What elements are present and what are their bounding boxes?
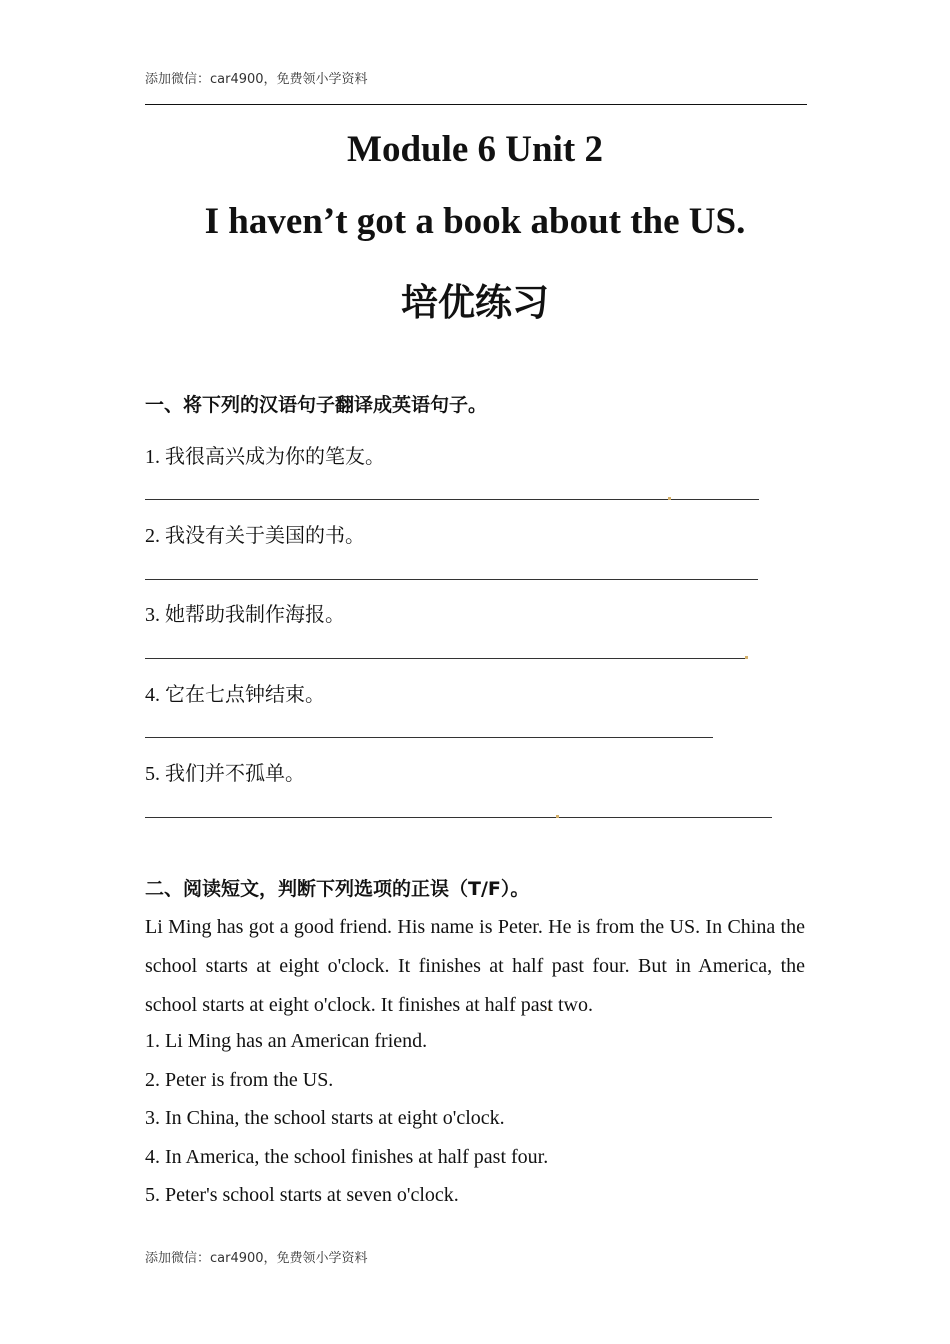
tf-item-2: 2. Peter is from the US. <box>145 1069 334 1091</box>
section1-heading: 一、将下列的汉语句子翻译成英语句子。 <box>145 394 488 416</box>
section2-heading: 二、阅读短文，判断下列选项的正误（T/F）。 <box>145 878 530 900</box>
footer-note: 添加微信：car4900，免费领小学资料 <box>145 1251 368 1266</box>
title-practice: 培优练习 <box>401 281 549 324</box>
decorative-dot <box>745 656 748 659</box>
decorative-dot <box>668 497 671 500</box>
answer-line-2[interactable] <box>145 579 758 580</box>
tf-item-3: 3. In China, the school starts at eight o'clock. <box>145 1107 505 1129</box>
title-lesson: I haven’t got a book about the US. <box>204 201 746 242</box>
header-rule <box>145 104 807 105</box>
answer-line-1[interactable] <box>145 499 759 500</box>
decorative-dot <box>556 815 559 818</box>
answer-line-3[interactable] <box>145 658 746 659</box>
answer-line-4[interactable] <box>145 737 713 738</box>
tf-item-5: 5. Peter's school starts at seven o'clock. <box>145 1184 459 1206</box>
title-module: Module 6 Unit 2 <box>347 129 603 170</box>
translate-question-4: 4. 它在七点钟结束。 <box>145 684 325 706</box>
translate-question-5: 5. 我们并不孤单。 <box>145 763 305 785</box>
reading-passage: Li Ming has got a good friend. His name is Peter. He is from the US. In China the school starts at eight o'clock. It finishes at half past four. But in America, the school starts at eight o'clock. It finishes at half past two. <box>145 916 805 1016</box>
tf-item-1: 1. Li Ming has an American friend. <box>145 1030 428 1052</box>
translate-question-2: 2. 我没有关于美国的书。 <box>145 525 365 547</box>
translate-question-1: 1. 我很高兴成为你的笔友。 <box>145 446 385 468</box>
header-note: 添加微信：car4900，免费领小学资料 <box>145 72 368 87</box>
tf-item-4: 4. In America, the school finishes at half past four. <box>145 1146 549 1168</box>
answer-line-5[interactable] <box>145 817 772 818</box>
translate-question-3: 3. 她帮助我制作海报。 <box>145 604 345 626</box>
